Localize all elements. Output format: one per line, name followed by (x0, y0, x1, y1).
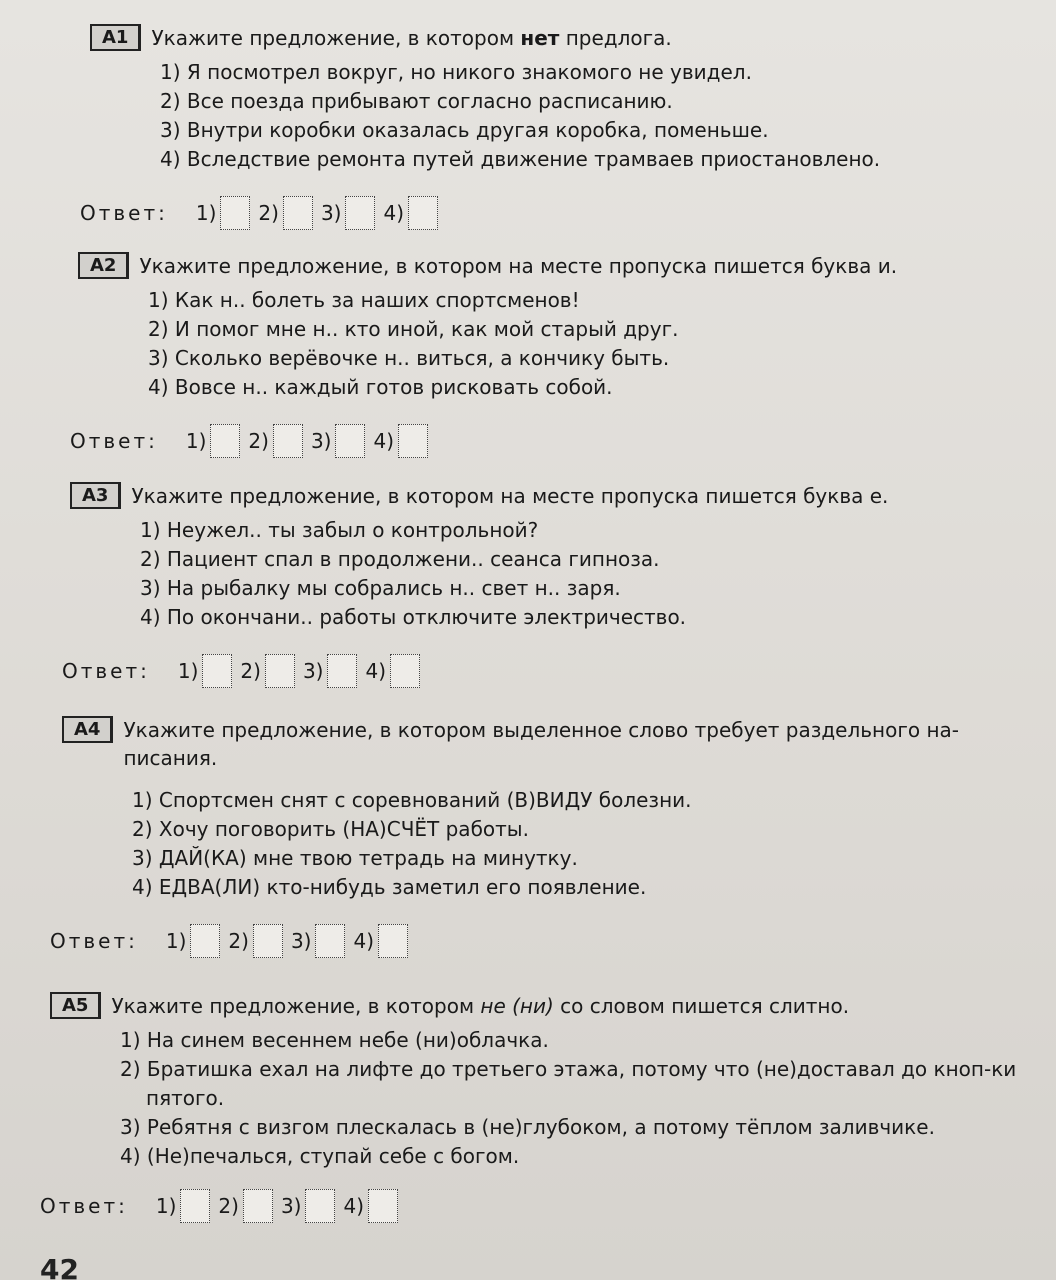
options-list (62, 786, 1022, 902)
choice-label: 4) (383, 201, 404, 225)
answer-box-1[interactable] (210, 424, 240, 458)
choice-label: 3) (280, 1194, 302, 1218)
answer-row (80, 196, 1050, 230)
option-4: 4) По окончани.. работы отключите электричество. (140, 605, 687, 629)
option-1: 1) На синем весеннем небе (ни)облачка. (120, 1028, 549, 1052)
answer-box-1[interactable] (202, 654, 232, 688)
answer-box-2[interactable] (253, 924, 283, 958)
answer-label: Ответ: (62, 659, 150, 683)
task-label: А4 (62, 716, 113, 743)
option-2: 2) Пациент спал в продолжени.. сеанса гипноза. (140, 547, 660, 571)
answer-row (50, 924, 1022, 958)
task-label: А2 (78, 252, 129, 279)
choice-label: 4) (373, 429, 394, 453)
choice-label: 3) (320, 201, 342, 225)
task-question: Укажите предложение, в котором на месте пропуска пишется буква и. (139, 254, 898, 278)
answer-box-3[interactable] (315, 924, 345, 958)
option-1: 1) Как н.. болеть за наших спортсменов! (148, 288, 580, 312)
options-list (70, 516, 1030, 632)
answer-box-4[interactable] (378, 924, 408, 958)
answer-box-1[interactable] (180, 1189, 210, 1223)
choice-label: 3) (310, 429, 332, 453)
option-3: 3) Внутри коробки оказалась другая коробка, поменьше. (160, 118, 769, 142)
answer-box-3[interactable] (335, 424, 365, 458)
choice-label: 4) (343, 1194, 364, 1218)
options-list (90, 58, 1050, 174)
option-4: 4) (Не)печалься, ступай себе с богом. (120, 1144, 520, 1168)
answer-box-4[interactable] (408, 196, 438, 230)
option-4: 4) ЕДВА(ЛИ) кто-нибудь заметил его появление. (132, 875, 647, 899)
choice-label: 1) (165, 929, 187, 953)
task-question: Укажите предложение, в котором выделенное слово требует раздельного на-писания. (123, 718, 960, 770)
answer-box-1[interactable] (220, 196, 250, 230)
answer-box-2[interactable] (273, 424, 303, 458)
answer-box-4[interactable] (368, 1189, 398, 1223)
answer-label: Ответ: (40, 1194, 128, 1218)
answer-box-4[interactable] (390, 654, 420, 688)
answer-box-4[interactable] (398, 424, 428, 458)
answer-box-3[interactable] (305, 1189, 335, 1223)
task-label: А1 (90, 24, 141, 51)
option-3: 3) Ребятня с визгом плескалась в (не)глубоком, а потому тёплом заливчике. (120, 1115, 935, 1139)
choice-label: 1) (177, 659, 199, 683)
answer-box-3[interactable] (327, 654, 357, 688)
option-2: 2) Все поезда прибывают согласно расписанию. (160, 89, 673, 113)
answer-label: Ответ: (80, 201, 168, 225)
answer-box-1[interactable] (190, 924, 220, 958)
choice-label: 3) (302, 659, 324, 683)
options-list (50, 1026, 1020, 1171)
option-4: 4) Вследствие ремонта путей движение трамваев приостановлено. (160, 147, 881, 171)
answer-row (62, 654, 1030, 688)
choice-label: 4) (365, 659, 386, 683)
option-4: 4) Вовсе н.. каждый готов рисковать собой. (148, 375, 613, 399)
choice-label: 2) (218, 1194, 239, 1218)
choice-label: 2) (248, 429, 269, 453)
option-3: 3) ДАЙ(КА) мне твою тетрадь на минутку. (132, 846, 578, 870)
choice-label: 2) (258, 201, 279, 225)
task-label: А5 (50, 992, 101, 1019)
option-1: 1) Я посмотрел вокруг, но никого знакомого не увидел. (160, 60, 752, 84)
answer-box-3[interactable] (345, 196, 375, 230)
choice-label: 4) (353, 929, 374, 953)
choice-label: 2) (228, 929, 249, 953)
choice-label: 3) (290, 929, 312, 953)
answer-box-2[interactable] (283, 196, 313, 230)
task-question: Укажите предложение, в котором на месте пропуска пишется буква е. (131, 484, 889, 508)
answer-label: Ответ: (50, 929, 138, 953)
option-3: 3) На рыбалку мы собрались н.. свет н.. заря. (140, 576, 621, 600)
task-a5 (40, 992, 1017, 1223)
task-question: Укажите предложение, в котором не (ни) со словом пишется слитно. (111, 994, 850, 1018)
answer-box-2[interactable] (265, 654, 295, 688)
answer-box-2[interactable] (243, 1189, 273, 1223)
task-a1 (80, 24, 1050, 230)
option-2: 2) Хочу поговорить (НА)СЧЁТ работы. (132, 817, 529, 841)
option-1: 1) Спортсмен снят с соревнований (В)ВИДУ болезни. (132, 788, 692, 812)
answer-row (40, 1189, 1010, 1223)
choice-label: 1) (155, 1194, 177, 1218)
task-a2 (70, 252, 1038, 458)
answer-row (70, 424, 1038, 458)
option-2: 2) Братишка ехал на лифте до третьего этажа, потому что (не)доставал до кноп-ки пятого. (120, 1057, 1017, 1110)
option-3: 3) Сколько верёвочке н.. виться, а кончику быть. (148, 346, 670, 370)
page-number: 42 (40, 1253, 79, 1280)
choice-label: 1) (195, 201, 217, 225)
task-a3 (62, 482, 1030, 688)
choice-label: 2) (240, 659, 261, 683)
option-2: 2) И помог мне н.. кто иной, как мой старый друг. (148, 317, 679, 341)
answer-label: Ответ: (70, 429, 158, 453)
choice-label: 1) (185, 429, 207, 453)
task-question: Укажите предложение, в котором нет предлога. (151, 26, 672, 50)
task-label: А3 (70, 482, 121, 509)
options-list (78, 286, 1038, 402)
task-a4 (50, 716, 1022, 958)
option-1: 1) Неужел.. ты забыл о контрольной? (140, 518, 539, 542)
